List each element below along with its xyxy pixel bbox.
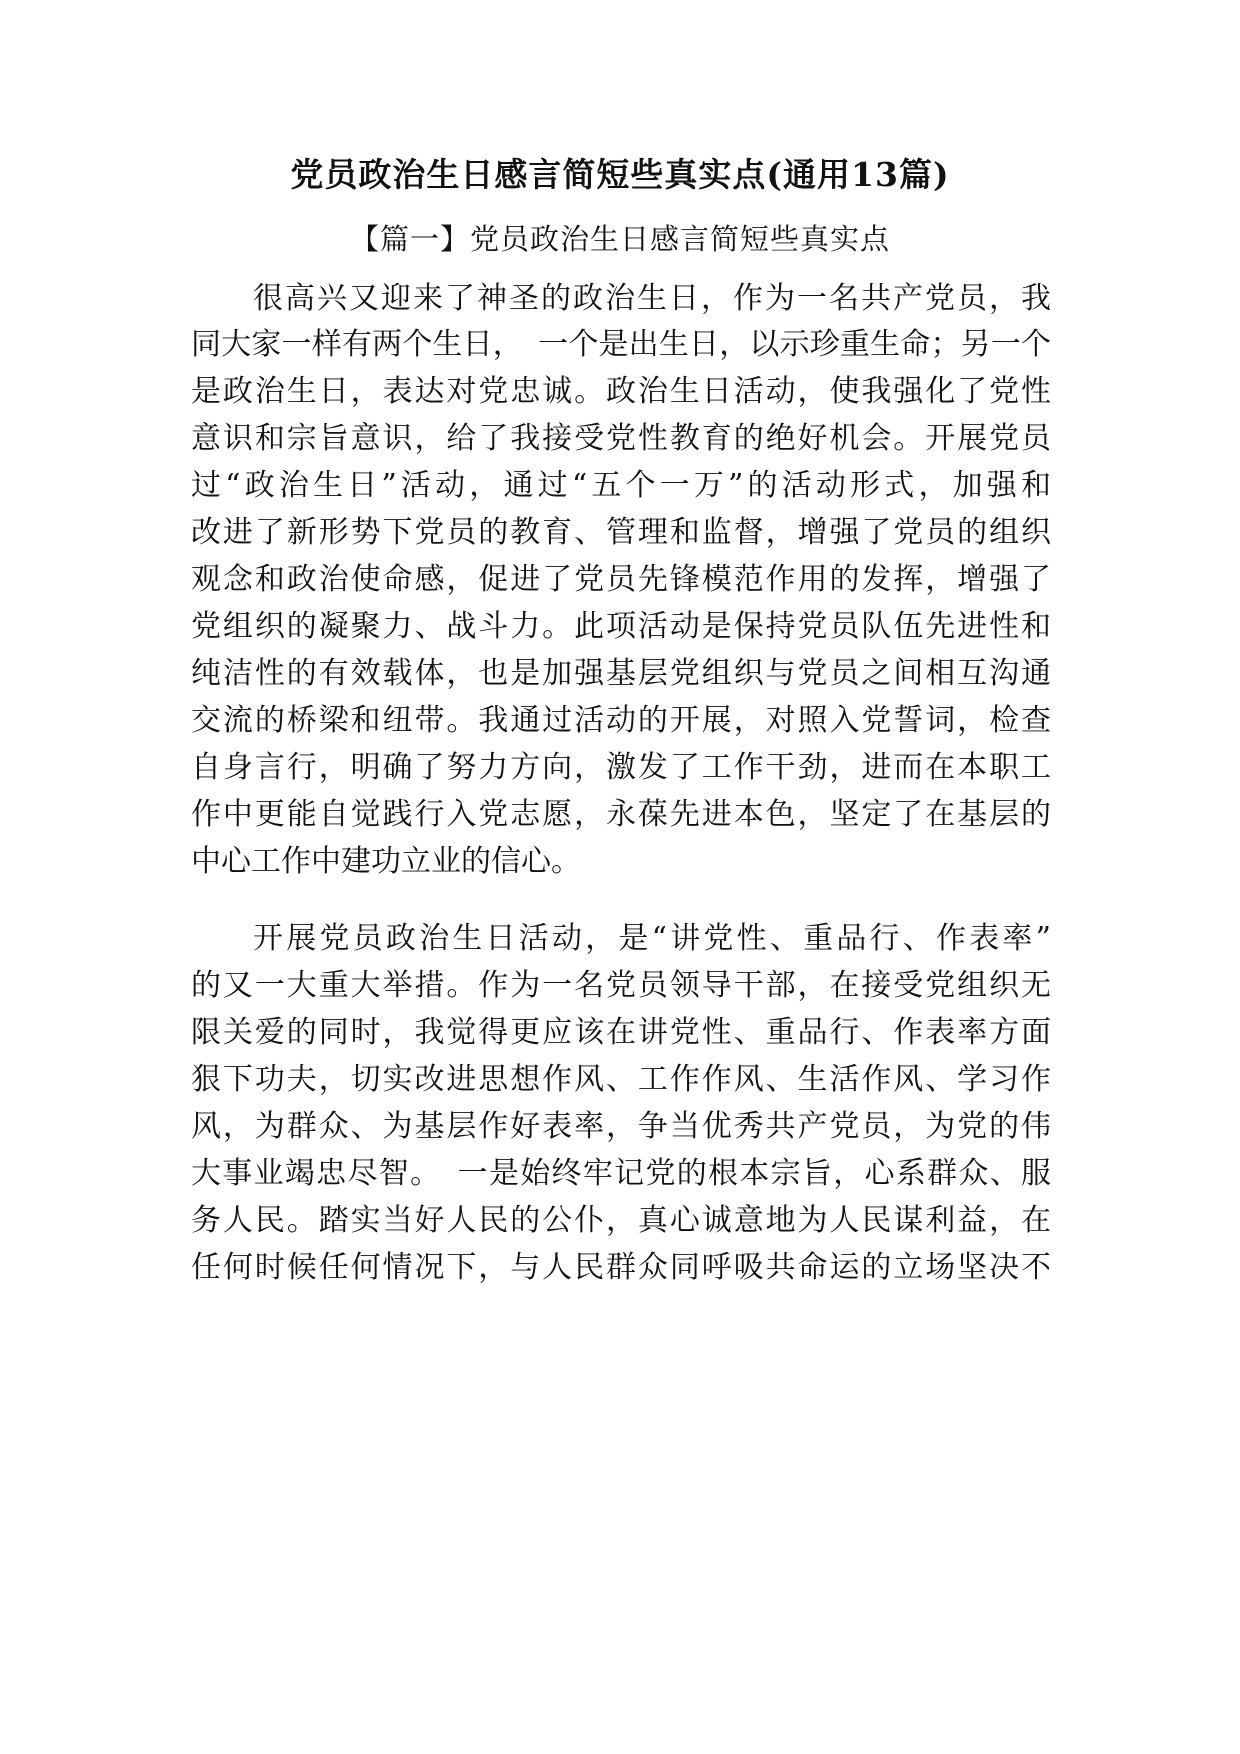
- text-line: 纯洁性的有效载体，也是加强基层党组织与党员之间相互沟通: [191, 656, 1051, 691]
- text-line: 开展党员政治生日活动，是“讲党性、重品行、作表率”: [253, 921, 1051, 956]
- text-line: 的又一大重大举措。作为一名党员领导干部，在接受党组织无: [191, 968, 1051, 1003]
- text-line: 是政治生日，表达对党忠诚。政治生日活动，使我强化了党性: [191, 374, 1051, 409]
- text-line: 自身言行，明确了努力方向，激发了工作干劲，进而在本职工: [191, 750, 1051, 785]
- text-line: 交流的桥梁和纽带。我通过活动的开展，对照入党誓词，检查: [191, 703, 1051, 738]
- text-line: 意识和宗旨意识，给了我接受党性教育的绝好机会。开展党员: [191, 421, 1051, 456]
- text-line: 改进了新形势下党员的教育、管理和监督，增强了党员的组织: [191, 515, 1051, 550]
- text-line: 作中更能自觉践行入党志愿，永葆先进本色，坚定了在基层的: [191, 797, 1051, 832]
- text-line: 观念和政治使命感，促进了党员先锋模范作用的发挥，增强了: [191, 562, 1051, 597]
- text-line: 党组织的凝聚力、战斗力。此项活动是保持党员队伍先进性和: [191, 609, 1051, 644]
- text-line: 务人民。踏实当好人民的公仆，真心诚意地为人民谋利益，在: [191, 1203, 1051, 1238]
- text-line: 风，为群众、为基层作好表率，争当优秀共产党员，为党的伟: [191, 1109, 1051, 1144]
- text-line: 过“政治生日”活动，通过“五个一万”的活动形式，加强和: [191, 468, 1051, 503]
- document-title: 党员政治生日感言简短些真实点(通用13篇): [290, 155, 950, 194]
- section-heading: 【篇一】党员政治生日感言简短些真实点: [349, 222, 890, 256]
- text-line: 狠下功夫，切实改进思想作风、工作作风、生活作风、学习作: [191, 1062, 1051, 1097]
- text-line: 大事业竭忠尽智。 一是始终牢记党的根本宗旨，心系群众、服: [191, 1156, 1051, 1191]
- text-line: 很高兴又迎来了神圣的政治生日，作为一名共产党员，我: [253, 281, 1051, 316]
- text-line: 限关爱的同时，我觉得更应该在讲党性、重品行、作表率方面: [191, 1015, 1051, 1050]
- text-line: 中心工作中建功立业的信心。: [191, 844, 581, 879]
- text-line: 任何时候任何情况下，与人民群众同呼吸共命运的立场坚决不: [191, 1250, 1051, 1285]
- text-line: 同大家一样有两个生日， 一个是出生日，以示珍重生命；另一个: [191, 327, 1051, 362]
